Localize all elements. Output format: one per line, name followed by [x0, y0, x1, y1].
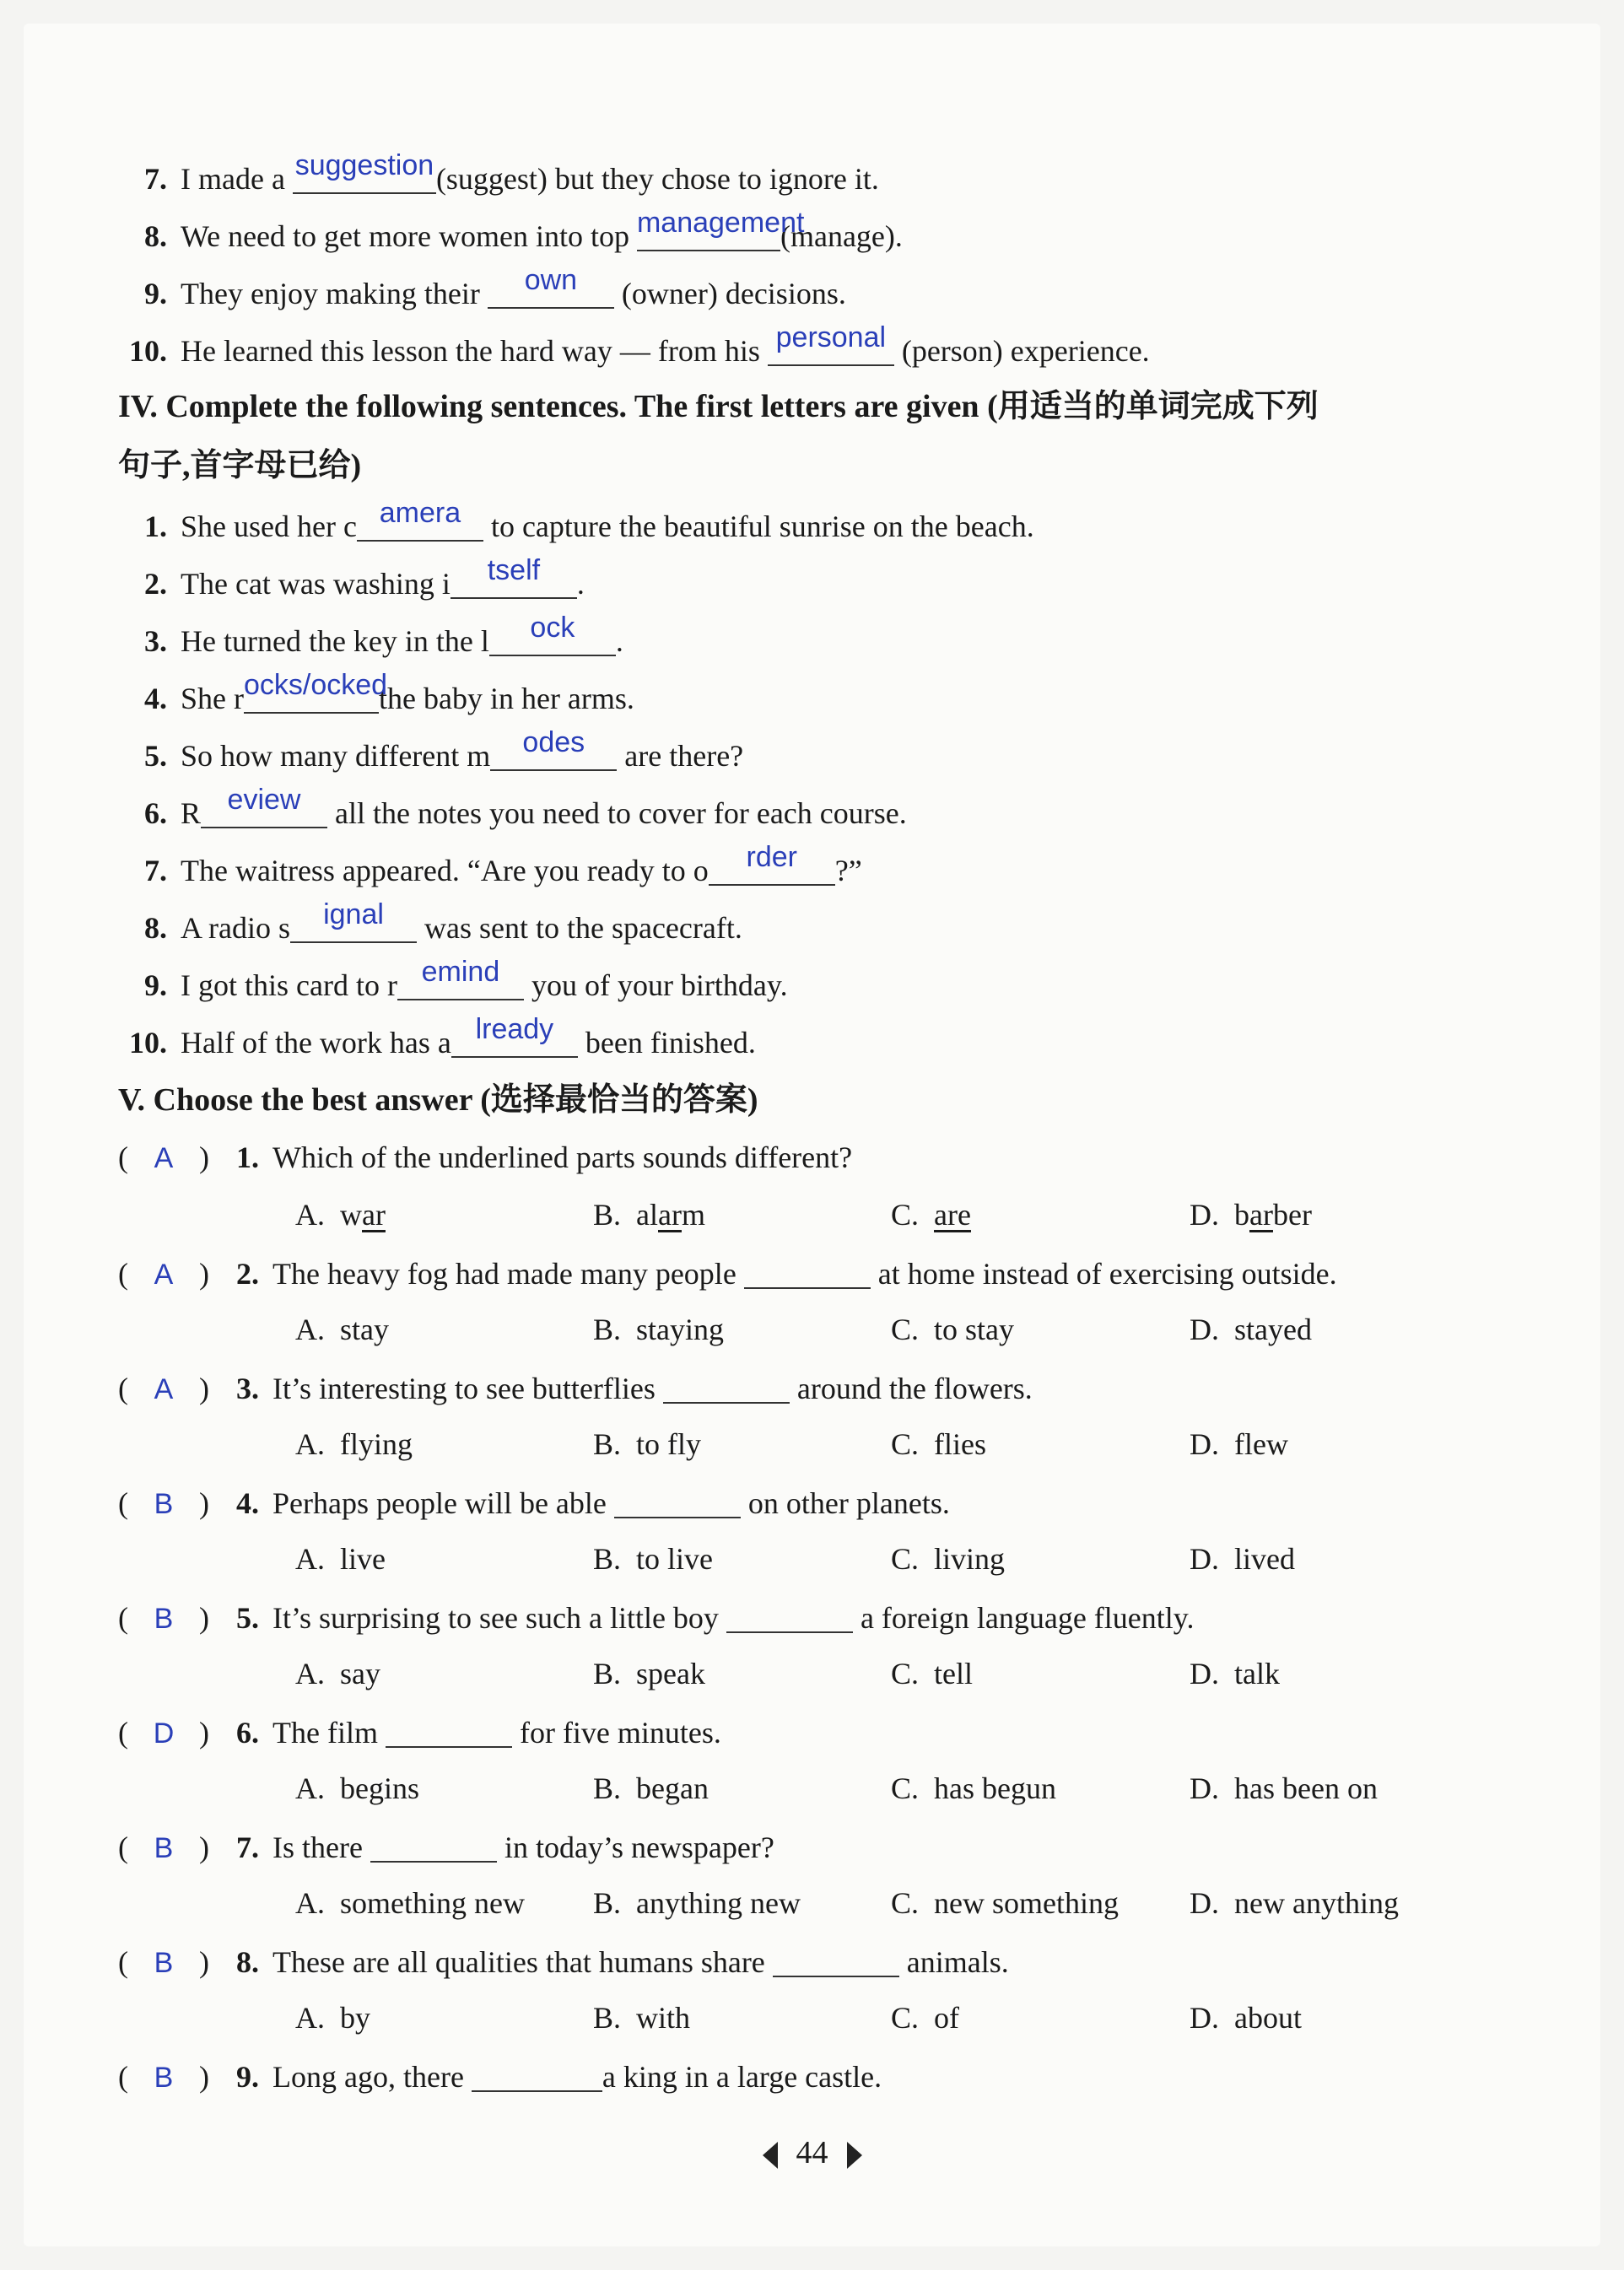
answer-blank: lready [451, 1022, 578, 1058]
option-letter: A. [295, 1886, 325, 1920]
answer-blank: ock [489, 621, 616, 656]
option-text: began [636, 1771, 709, 1805]
option-d [1190, 1655, 1280, 1692]
option-c [891, 1196, 971, 1233]
mc-question [118, 1483, 950, 1523]
mc-question [118, 2057, 882, 2096]
option-text: of [934, 2001, 960, 2035]
mc-question [118, 1368, 1033, 1408]
option-b [593, 1426, 701, 1463]
option-b [593, 1196, 705, 1233]
previous-page-icon [763, 2142, 778, 2169]
option-text-cont: m [681, 1198, 705, 1232]
answer-letter: A [154, 1259, 174, 1291]
option-letter: B. [593, 1771, 622, 1805]
answer-blank: amera [357, 506, 483, 542]
answer-parentheses: ( A ) [118, 1370, 236, 1408]
option-text: to stay [934, 1313, 1015, 1346]
option-text: talk [1234, 1657, 1280, 1690]
option-underlined-part: ar [1249, 1198, 1273, 1232]
option-d [1190, 1196, 1312, 1233]
answer-letter: D [153, 1717, 175, 1750]
answer-blank [773, 1942, 899, 1977]
answer-parentheses: ( B ) [118, 1485, 236, 1523]
option-underlined-part: ar [658, 1198, 682, 1232]
part4-item-6: 6. R eview all the notes you need to cover for each course. [144, 784, 907, 830]
answer-blank: personal [768, 331, 894, 366]
option-letter: B. [593, 1427, 622, 1461]
option-c [891, 1884, 1119, 1922]
option-text: with [636, 2001, 691, 2035]
option-b [593, 1999, 690, 2036]
option-letter: B. [593, 1198, 622, 1232]
option-underlined-part: ar [362, 1198, 386, 1232]
question-text-cont: in today’s newspaper? [496, 1831, 774, 1864]
answer-blank: suggestion [293, 159, 436, 194]
option-d [1190, 1770, 1378, 1807]
option-d [1190, 1884, 1399, 1922]
answer-parentheses: ( B ) [118, 1599, 236, 1637]
answer-parentheses: ( B ) [118, 1829, 236, 1867]
mc-question [118, 1712, 721, 1752]
answer-blank [744, 1254, 871, 1289]
answer-letter: B [154, 1603, 174, 1635]
option-text: tell [934, 1657, 973, 1690]
answer-blank: management [637, 216, 780, 251]
question-text-cont: on other planets. [740, 1486, 950, 1520]
part4-heading: IV. Complete the following sentences. The first letters are given (用适当的单词完成下列 [118, 389, 1319, 424]
option-a [295, 1311, 389, 1348]
part3-item-9: 9. They enjoy making their own (owner) decisions. [144, 264, 846, 310]
question-text: Long ago, there [272, 2060, 472, 2094]
answer-blank: ignal [290, 908, 417, 943]
option-text: staying [636, 1313, 725, 1346]
answer-blank [370, 1827, 497, 1863]
option-letter: A. [295, 1427, 325, 1461]
option-letter: A. [295, 1198, 325, 1232]
answer-letter: B [154, 2062, 174, 2094]
option-letter: B. [593, 2001, 622, 2035]
answer-blank [614, 1483, 741, 1518]
page-number: 44 [796, 2135, 828, 2170]
option-a [295, 1770, 419, 1807]
answer-letter: B [154, 1832, 174, 1864]
part3-item-10: 10. He learned this lesson the hard way — from his personal (person) experience. [129, 321, 1150, 368]
option-text: has begun [934, 1771, 1056, 1805]
option-text: say [340, 1657, 380, 1690]
option-a [295, 1999, 370, 2036]
question-number: 9. [236, 2060, 259, 2094]
question-text-cont: around the flowers. [789, 1372, 1033, 1405]
part4-item-1: 1. She used her c amera to capture the beautiful sunrise on the beach. [144, 497, 1034, 543]
question-text: Which of the underlined parts sounds different? [272, 1140, 853, 1174]
question-text: Perhaps people will be able [272, 1486, 614, 1520]
option-text: begins [340, 1771, 419, 1805]
option-underlined-part: are [934, 1198, 971, 1232]
answer-parentheses: ( B ) [118, 1944, 236, 1982]
part4-item-9: 9. I got this card to r emind you of your birthday. [144, 956, 788, 1002]
option-letter: D. [1190, 1771, 1219, 1805]
option-text: new something [934, 1886, 1119, 1920]
page-footer [0, 2134, 1624, 2171]
option-letter: A. [295, 1542, 325, 1576]
answer-letter: A [154, 1373, 174, 1405]
option-c [891, 1770, 1056, 1807]
option-text: to live [636, 1542, 713, 1576]
option-letter: D. [1190, 1657, 1219, 1690]
option-letter: C. [891, 1657, 920, 1690]
option-letter: C. [891, 1427, 920, 1461]
question-text: Is there [272, 1831, 370, 1864]
option-text: stay [340, 1313, 389, 1346]
part4-item-4: 4. She r ocks/ocked the baby in her arms. [144, 669, 634, 715]
answer-blank: rder [709, 850, 835, 886]
answer-parentheses: ( A ) [118, 1139, 236, 1177]
option-text: flew [1234, 1427, 1288, 1461]
option-d [1190, 1311, 1312, 1348]
option-c [891, 1426, 986, 1463]
option-letter: B. [593, 1313, 622, 1346]
option-a [295, 1655, 380, 1692]
option-text: lived [1234, 1542, 1295, 1576]
answer-blank [726, 1598, 853, 1633]
answer-parentheses: ( D ) [118, 1714, 236, 1752]
option-letter: D. [1190, 2001, 1219, 2035]
question-text-cont: a foreign language fluently. [852, 1601, 1195, 1635]
part4-item-3: 3. He turned the key in the l ock . [144, 612, 623, 658]
option-b [593, 1311, 724, 1348]
answer-blank [663, 1368, 790, 1404]
option-d [1190, 1426, 1288, 1463]
option-letter: D. [1190, 1542, 1219, 1576]
option-a [295, 1196, 386, 1233]
option-a [295, 1426, 413, 1463]
option-letter: C. [891, 1542, 920, 1576]
option-text: living [934, 1542, 1006, 1576]
question-text-cont: animals. [898, 1945, 1009, 1979]
option-text: al [636, 1198, 658, 1232]
option-letter: B. [593, 1657, 622, 1690]
answer-blank: tself [451, 563, 577, 599]
option-text: w [340, 1198, 362, 1232]
answer-blank [386, 1712, 512, 1748]
question-number: 8. [236, 1945, 259, 1979]
option-letter: C. [891, 1198, 920, 1232]
mc-question [118, 1598, 1194, 1637]
option-letter: B. [593, 1542, 622, 1576]
option-letter: A. [295, 1313, 325, 1346]
question-number: 1. [236, 1140, 259, 1174]
question-number: 7. [236, 1831, 259, 1864]
part4-item-5: 5. So how many different m odes are there? [144, 726, 744, 773]
question-text-cont: for five minutes. [511, 1716, 721, 1750]
option-text-cont: ber [1272, 1198, 1312, 1232]
question-text-cont: at home instead of exercising outside. [870, 1257, 1337, 1291]
option-letter: A. [295, 2001, 325, 2035]
option-letter: D. [1190, 1198, 1219, 1232]
part3-item-8: 8. We need to get more women into top management (manage). [144, 207, 903, 253]
option-b [593, 1884, 801, 1922]
question-number: 4. [236, 1486, 259, 1520]
next-page-icon [847, 2142, 862, 2169]
answer-blank: odes [490, 736, 617, 771]
part4-heading-cont: 句子,首字母已给) [118, 448, 362, 483]
option-b [593, 1655, 705, 1692]
answer-blank: emind [397, 965, 524, 1000]
answer-parentheses: ( B ) [118, 2058, 236, 2096]
answer-letter: B [154, 1488, 174, 1520]
question-number: 5. [236, 1601, 259, 1635]
option-text: something new [340, 1886, 525, 1920]
question-text: It’s interesting to see butterflies [272, 1372, 663, 1405]
option-letter: B. [593, 1886, 622, 1920]
option-letter: A. [295, 1657, 325, 1690]
question-text: These are all qualities that humans share [272, 1945, 773, 1979]
option-letter: D. [1190, 1313, 1219, 1346]
option-letter: C. [891, 1771, 920, 1805]
option-letter: C. [891, 1313, 920, 1346]
option-text: about [1234, 2001, 1302, 2035]
question-text-cont: a king in a large castle. [602, 2060, 882, 2094]
option-text: b [1234, 1198, 1249, 1232]
option-text: has been on [1234, 1771, 1378, 1805]
answer-blank [472, 2057, 602, 2092]
option-text: flying [340, 1427, 413, 1461]
question-text: It’s surprising to see such a little boy [272, 1601, 726, 1635]
option-letter: D. [1190, 1427, 1219, 1461]
option-c [891, 1655, 973, 1692]
answer-blank: own [488, 273, 614, 309]
option-d [1190, 1540, 1295, 1577]
part4-item-8: 8. A radio s ignal was sent to the spacecraft. [144, 898, 742, 945]
question-number: 6. [236, 1716, 259, 1750]
question-text: The heavy fog had made many people [272, 1257, 744, 1291]
part3-item-7: 7. I made a suggestion (suggest) but they chose to ignore it. [144, 149, 879, 196]
part5-heading: V. Choose the best answer (选择最恰当的答案) [118, 1082, 758, 1118]
mc-question [118, 1254, 1337, 1293]
option-letter: C. [891, 2001, 920, 2035]
option-text: by [340, 2001, 370, 2035]
option-a [295, 1884, 525, 1922]
option-c [891, 1540, 1005, 1577]
option-c [891, 1311, 1014, 1348]
option-text: speak [636, 1657, 705, 1690]
answer-blank: ocks/ocked [244, 678, 379, 714]
question-number: 3. [236, 1372, 259, 1405]
option-letter: D. [1190, 1886, 1219, 1920]
option-a [295, 1540, 386, 1577]
option-text: new anything [1234, 1886, 1399, 1920]
option-text: to fly [636, 1427, 702, 1461]
option-text: live [340, 1542, 386, 1576]
question-text: The film [272, 1716, 386, 1750]
answer-letter: A [154, 1142, 174, 1174]
option-text: stayed [1234, 1313, 1312, 1346]
part4-item-2: 2. The cat was washing i tself . [144, 554, 585, 601]
option-letter: C. [891, 1886, 920, 1920]
part4-item-7: 7. The waitress appeared. “Are you ready to o rder ?” [144, 841, 862, 887]
mc-question [118, 1139, 852, 1177]
option-d [1190, 1999, 1302, 2036]
answer-blank: eview [201, 793, 327, 828]
option-text: flies [934, 1427, 986, 1461]
option-b [593, 1770, 709, 1807]
mc-question [118, 1942, 1009, 1982]
question-number: 2. [236, 1257, 259, 1291]
part4-item-10: 10. Half of the work has a lready been finished. [129, 1013, 756, 1060]
option-text: anything new [636, 1886, 801, 1920]
option-b [593, 1540, 713, 1577]
option-c [891, 1999, 959, 2036]
option-letter: A. [295, 1771, 325, 1805]
answer-parentheses: ( A ) [118, 1255, 236, 1293]
mc-question [118, 1827, 774, 1867]
answer-letter: B [154, 1947, 174, 1979]
